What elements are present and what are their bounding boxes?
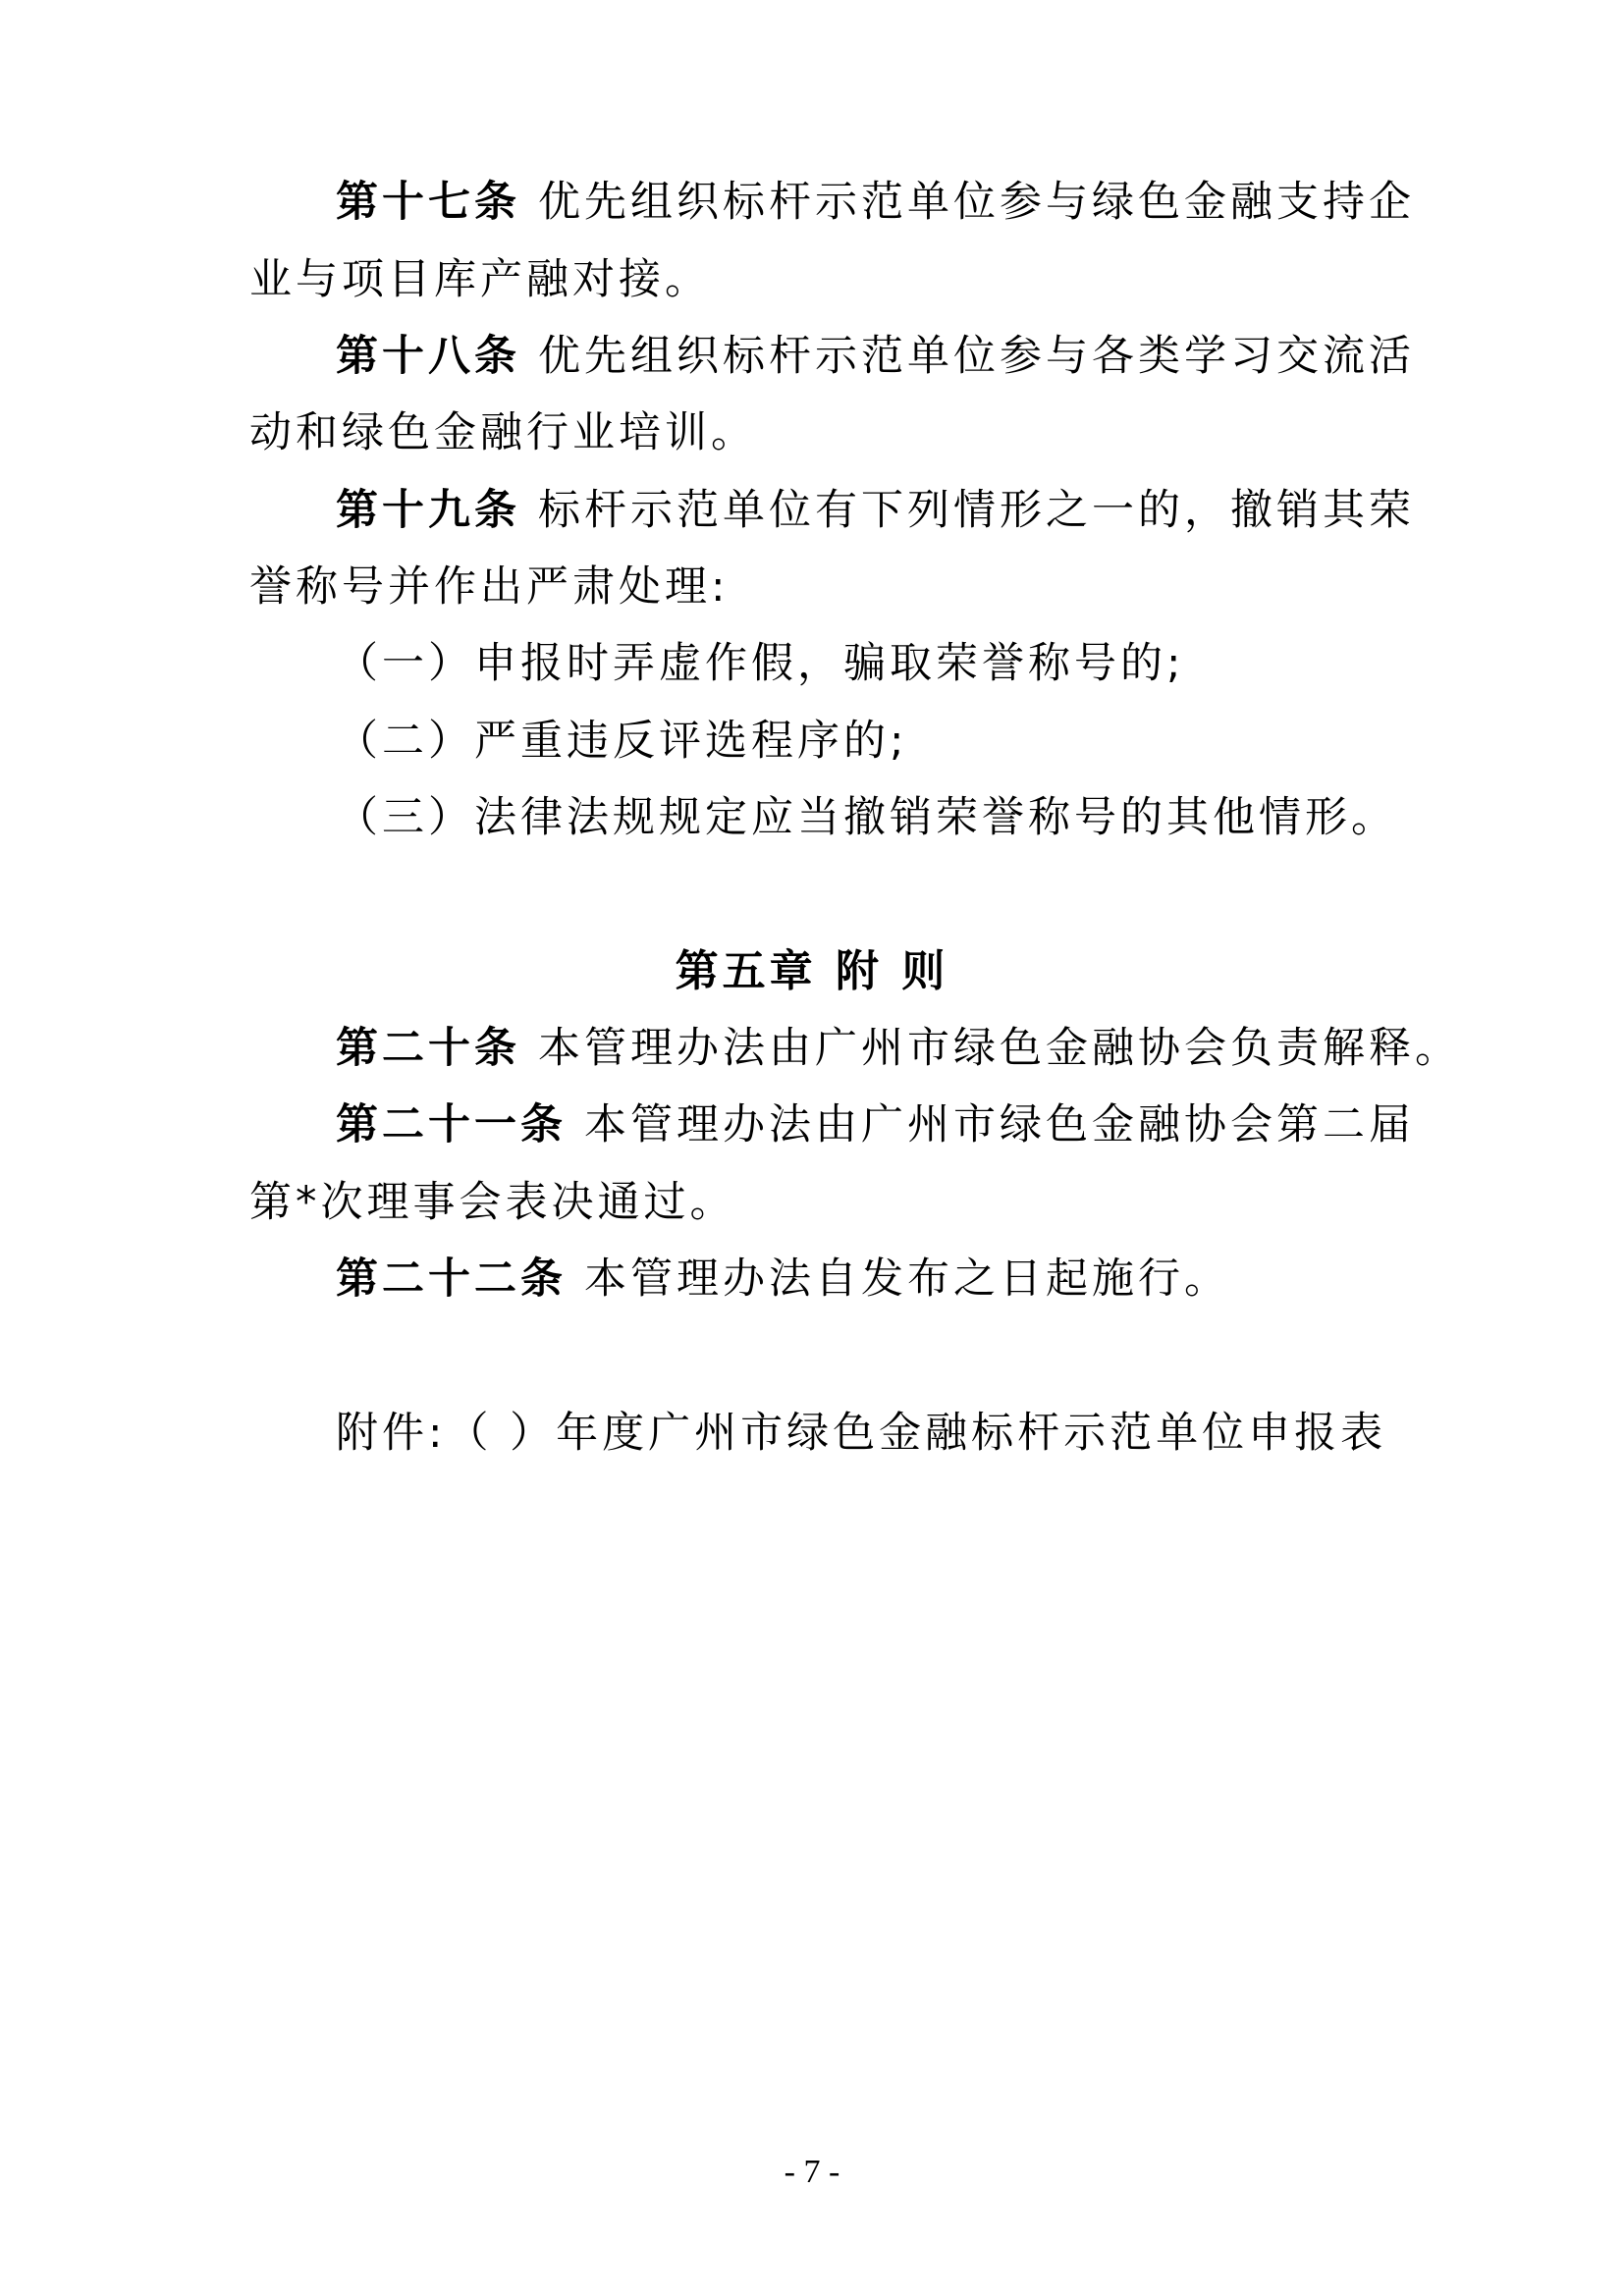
article-21-line-1: [336, 1095, 1415, 1154]
article-18-line-1: [336, 327, 1415, 386]
article-18-text: 优先组织标杆示范单位参与各类学习交流活: [538, 332, 1415, 381]
article-19-item-2: （二）严重违反评选程序的;: [336, 717, 908, 766]
article-18-line-2: 动和绿色金融行业培训。: [249, 408, 757, 457]
article-19-text: 标杆示范单位有下列情形之一的，撤销其荣: [538, 486, 1415, 535]
chapter-5-title: 第五章 附 则: [675, 946, 949, 996]
article-20-line-1: [336, 1019, 1461, 1078]
article-19-line-2: 誉称号并作出严肃处理:: [249, 562, 730, 612]
article-22-text: 本管理办法自发布之日起施行。: [584, 1255, 1230, 1304]
page-number: - 7 -: [784, 2154, 840, 2190]
article-21-text: 本管理办法由广州市绿色金融协会第二届: [584, 1100, 1415, 1149]
article-19-item-1: （一）申报时弄虚作假，骗取荣誉称号的;: [336, 639, 1185, 688]
article-19-label: 第十九条: [336, 486, 520, 535]
attachment-line: 附件:（ ）年度广州市绿色金融标杆示范单位申报表: [336, 1409, 1387, 1458]
article-22-line-1: [336, 1250, 1230, 1308]
article-20-text: 本管理办法由广州市绿色金融协会负责解释。: [538, 1024, 1461, 1073]
article-22-label: 第二十二条: [336, 1255, 567, 1304]
article-17-label: 第十七条: [336, 178, 520, 227]
article-17-text: 优先组织标杆示范单位参与绿色金融支持企: [538, 178, 1415, 227]
article-17-line-2: 业与项目库产融对接。: [249, 255, 711, 304]
article-18-label: 第十八条: [336, 332, 520, 381]
article-21-line-2: 第*次理事会表决通过。: [249, 1178, 736, 1227]
article-21-label: 第二十一条: [336, 1100, 567, 1149]
article-19-item-3: （三）法律法规规定应当撤销荣誉称号的其他情形。: [336, 793, 1397, 842]
article-19-line-1: [336, 481, 1415, 540]
article-17-line-1: [336, 173, 1415, 232]
article-20-label: 第二十条: [336, 1024, 520, 1073]
